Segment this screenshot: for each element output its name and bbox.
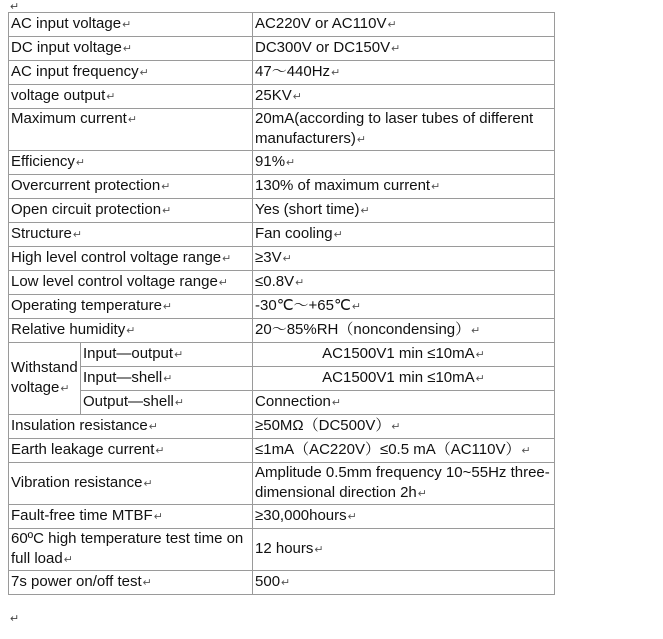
spec-label: Relative humidity↵ (9, 319, 253, 343)
spec-value: Yes (short time)↵ (253, 199, 555, 223)
table-row (9, 247, 555, 271)
spec-value: Connection↵ (253, 391, 555, 415)
withstand-sub-label: Input—shell↵ (81, 367, 253, 391)
spec-label: Earth leakage current↵ (9, 439, 253, 463)
spec-value: ≥3V↵ (253, 247, 555, 271)
spec-value: 20～85%RH（noncondensing）↵ (253, 319, 555, 343)
spec-value: Amplitude 0.5mm frequency 10~55Hz three-dimensional direction 2h↵ (253, 463, 555, 505)
paragraph-mark-bottom: ↵ (10, 613, 20, 625)
spec-label: Low level control voltage range↵ (9, 271, 253, 295)
spec-value: 500↵ (253, 571, 555, 595)
table-row (9, 199, 555, 223)
spec-value: AC1500V1 min ≤10mA↵ (253, 343, 555, 367)
spec-value: 25KV↵ (253, 85, 555, 109)
spec-label: AC input frequency↵ (9, 61, 253, 85)
table-row (9, 571, 555, 595)
spec-value: 20mA(according to laser tubes of different manufacturers)↵ (253, 109, 555, 151)
table-row (9, 85, 555, 109)
table-row (9, 319, 555, 343)
table-row (9, 151, 555, 175)
spec-value: ≥30,000hours↵ (253, 505, 555, 529)
spec-label: Structure↵ (9, 223, 253, 247)
table-row (9, 343, 555, 367)
spec-value: 130% of maximum current↵ (253, 175, 555, 199)
spec-label: Operating temperature↵ (9, 295, 253, 319)
table-row (9, 463, 555, 505)
spec-label: voltage output↵ (9, 85, 253, 109)
table-row (9, 61, 555, 85)
spec-label: Open circuit protection↵ (9, 199, 253, 223)
table-row (9, 367, 555, 391)
spec-label: Vibration resistance↵ (9, 463, 253, 505)
spec-value: 47～440Hz↵ (253, 61, 555, 85)
table-row (9, 175, 555, 199)
table-row (9, 271, 555, 295)
spec-value: DC300V or DC150V↵ (253, 37, 555, 61)
withstand-voltage-label: Withstand voltage↵ (9, 343, 81, 415)
table-row (9, 505, 555, 529)
spec-value: 12 hours↵ (253, 529, 555, 571)
withstand-sub-label: Input—output↵ (81, 343, 253, 367)
spec-value: ≤0.8V↵ (253, 271, 555, 295)
paragraph-mark-top: ↵ (10, 1, 20, 13)
spec-label: Efficiency↵ (9, 151, 253, 175)
table-row (9, 439, 555, 463)
spec-label: 60ºC high temperature test time on full load↵ (9, 529, 253, 571)
spec-label: Fault-free time MTBF↵ (9, 505, 253, 529)
table-row (9, 295, 555, 319)
spec-label: DC input voltage↵ (9, 37, 253, 61)
spec-label: High level control voltage range↵ (9, 247, 253, 271)
spec-label: Maximum current↵ (9, 109, 253, 151)
spec-label: AC input voltage↵ (9, 13, 253, 37)
spec-value: -30℃～+65℃↵ (253, 295, 555, 319)
spec-value: Fan cooling↵ (253, 223, 555, 247)
table-row (9, 109, 555, 151)
spec-value: AC220V or AC110V↵ (253, 13, 555, 37)
spec-value: ≤1mA（AC220V）≤0.5 mA（AC110V）↵ (253, 439, 555, 463)
table-row (9, 37, 555, 61)
spec-value: AC1500V1 min ≤10mA↵ (253, 367, 555, 391)
table-row (9, 415, 555, 439)
spec-value: ≥50MΩ（DC500V）↵ (253, 415, 555, 439)
spec-table (8, 12, 555, 595)
spec-label: Overcurrent protection↵ (9, 175, 253, 199)
spec-label: Insulation resistance↵ (9, 415, 253, 439)
spec-value: 91%↵ (253, 151, 555, 175)
table-row (9, 13, 555, 37)
table-row (9, 529, 555, 571)
spec-label: 7s power on/off test↵ (9, 571, 253, 595)
table-row (9, 391, 555, 415)
table-row (9, 223, 555, 247)
withstand-sub-label: Output—shell↵ (81, 391, 253, 415)
